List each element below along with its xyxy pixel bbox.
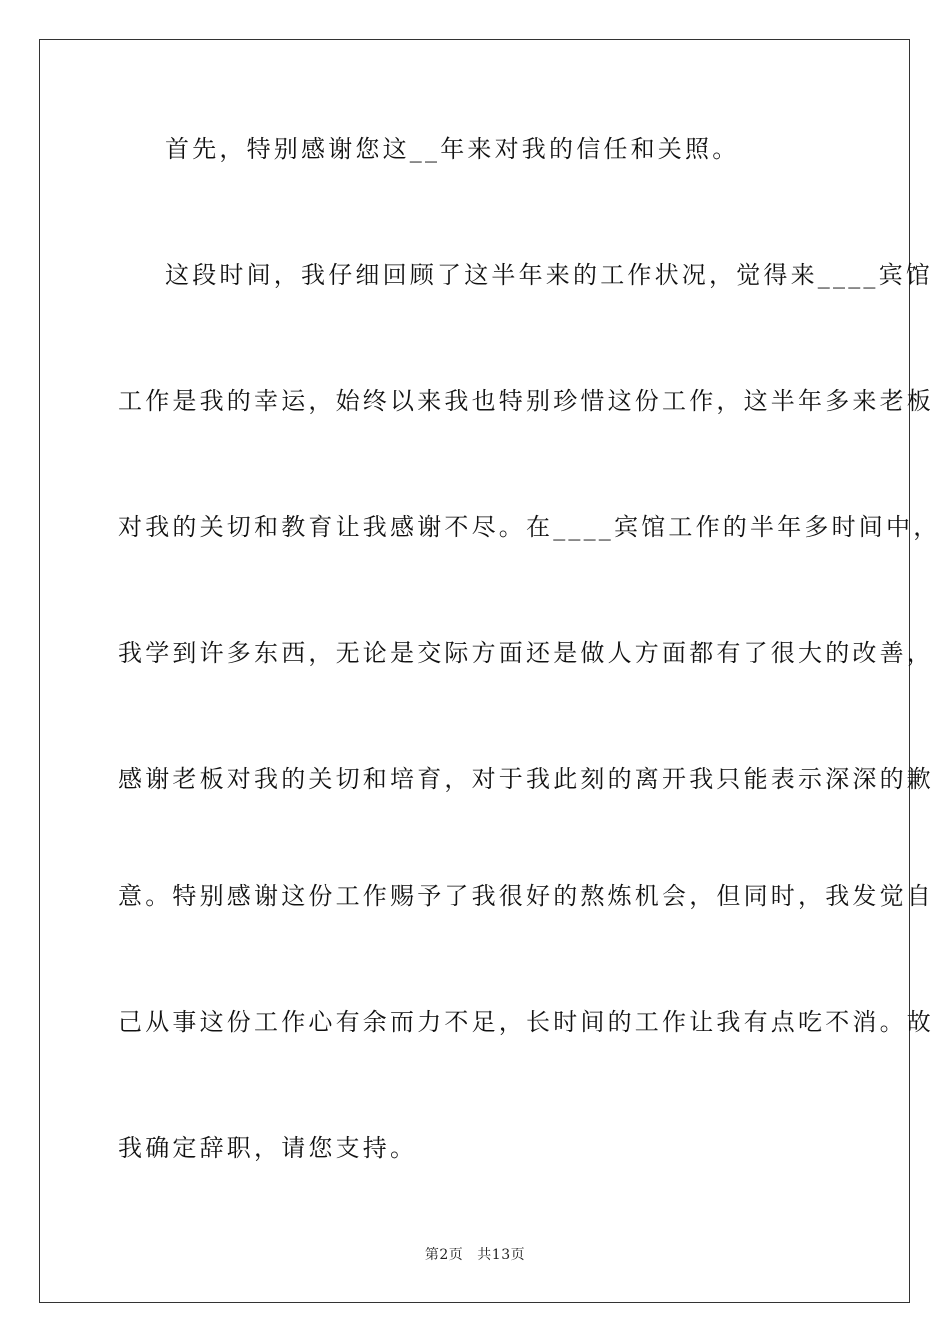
page-frame [39, 39, 941, 1303]
paragraph-line-2: 这段时间，我仔细回顾了这半年来的工作状况，觉得来____宾馆 [165, 261, 933, 289]
paragraph-line-3: 工作是我的幸运，始终以来我也特别珍惜这份工作，这半年多来老板 [118, 387, 934, 415]
page-number-total: 共13页 [477, 1247, 526, 1263]
paragraph-line-5: 我学到许多东西，无论是交际方面还是做人方面都有了很大的改善， [118, 639, 934, 667]
paragraph-line-8: 己从事这份工作心有余而力不足，长时间的工作让我有点吃不消。故 [118, 1008, 934, 1036]
paragraph-line-9: 我确定辞职，请您支持。 [118, 1134, 418, 1162]
page-footer [0, 1246, 950, 1264]
paragraph-line-7: 意。特别感谢这份工作赐予了我很好的熬炼机会，但同时，我发觉自 [118, 882, 934, 910]
paragraph-line-1: 首先，特别感谢您这__年来对我的信任和关照。 [165, 135, 740, 163]
paragraph-line-4: 对我的关切和教育让我感谢不尽。在____宾馆工作的半年多时间中， [118, 513, 941, 541]
page-number-current: 第2页 [424, 1247, 464, 1263]
paragraph-line-6: 感谢老板对我的关切和培育，对于我此刻的离开我只能表示深深的歉 [118, 765, 934, 793]
